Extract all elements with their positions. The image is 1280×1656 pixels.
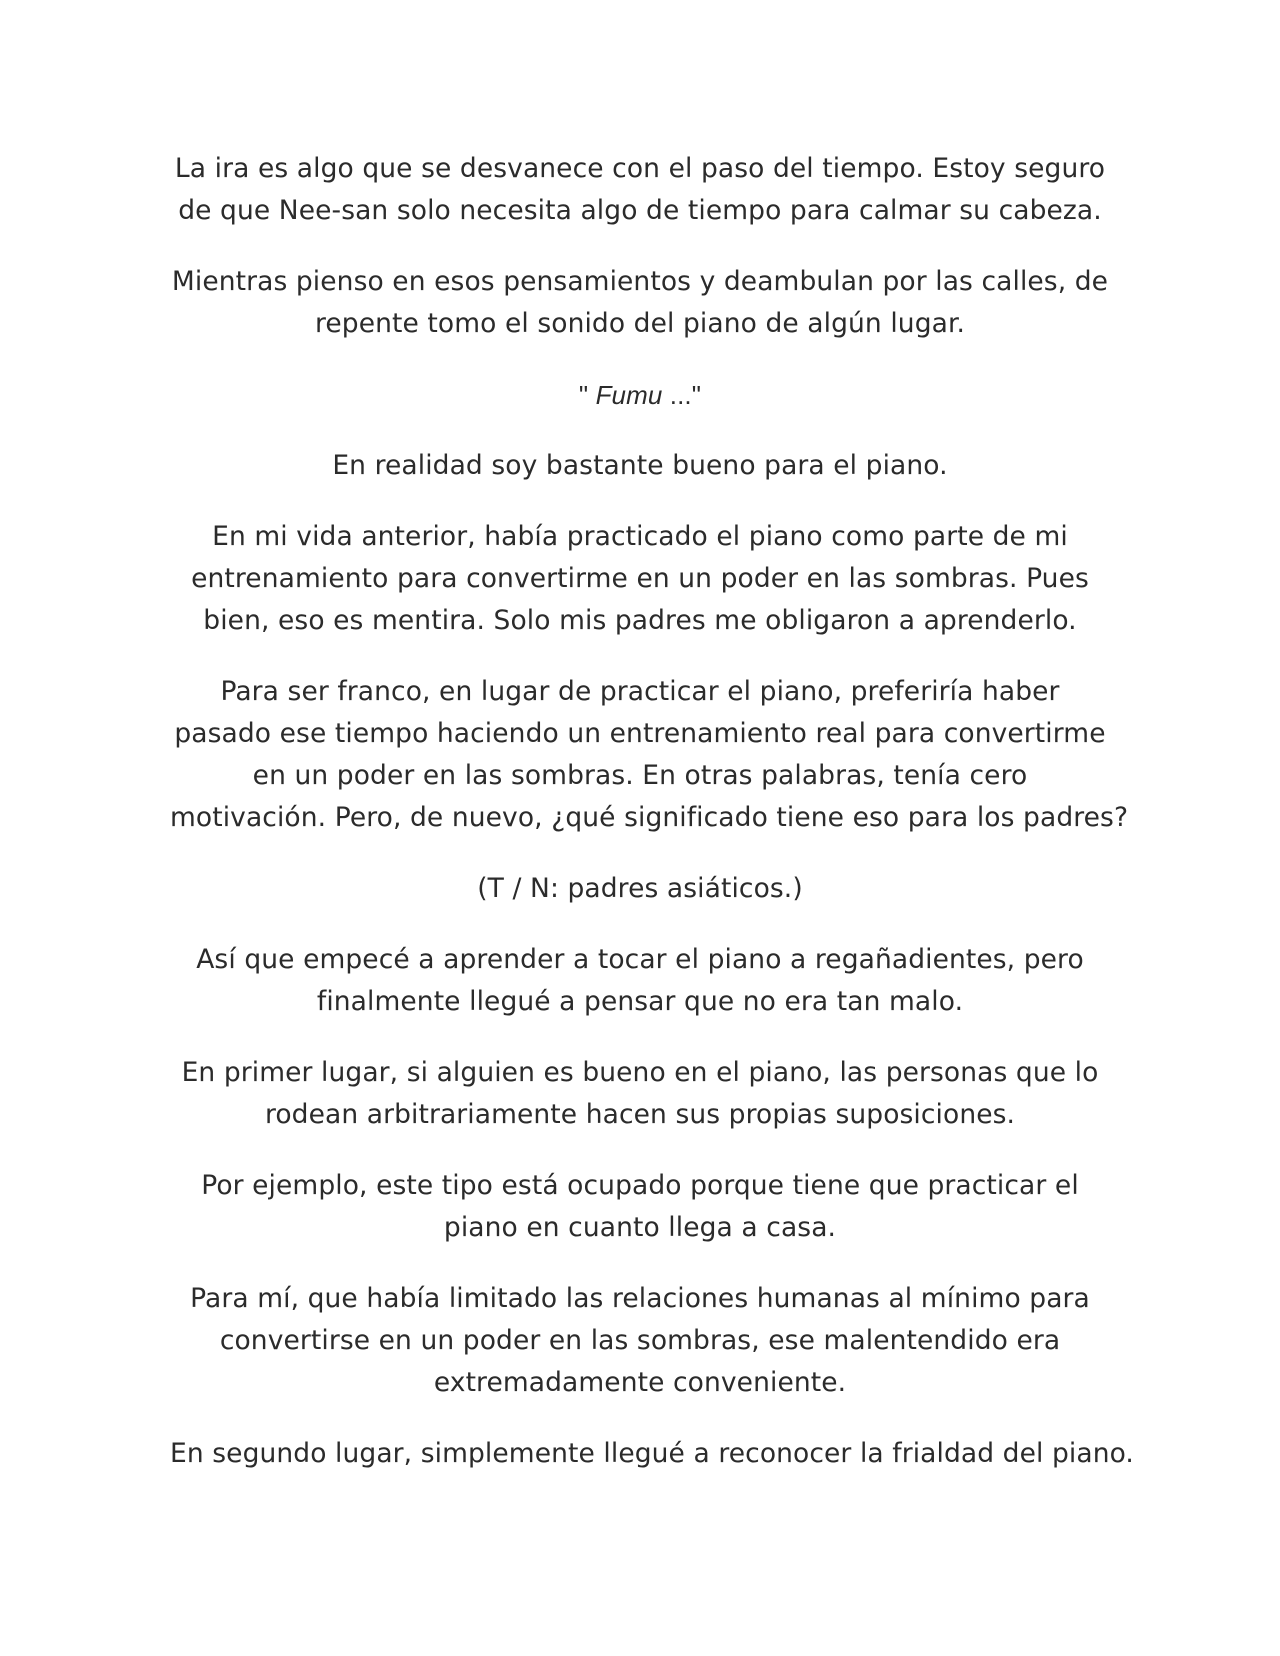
text-line: En primer lugar, si alguien es bueno en el piano, las personas que lo [181, 1057, 1099, 1088]
paragraph-5 [170, 671, 1129, 839]
dialogue-quote [170, 374, 1110, 416]
text-line: En mi vida anterior, había practicado el piano como parte de mi [212, 521, 1068, 552]
text-line: piano en cuanto llega a casa. [443, 1212, 837, 1243]
text-line: En segundo lugar, simplemente llegué a reconocer la frialdad del piano. [170, 1438, 1134, 1469]
text-line: de que Nee-san solo necesita algo de tiempo para calmar su cabeza. [178, 195, 1102, 226]
translator-note [170, 868, 1110, 910]
text-line: convertirse en un poder en las sombras, ese malentendido era [219, 1325, 1061, 1356]
quote-close: ..." [662, 380, 702, 410]
text-line: repente tomo el sonido del piano de algún lugar. [314, 308, 966, 339]
text-line: Para mí, que había limitado las relaciones humanas al mínimo para [190, 1283, 1090, 1314]
paragraph-4 [170, 516, 1110, 642]
quote-open: " [578, 380, 596, 410]
paragraph-2 [170, 261, 1110, 345]
paragraph-8 [170, 1165, 1110, 1249]
text-line: extremadamente conveniente. [433, 1367, 847, 1398]
text-line: rodean arbitrariamente hacen sus propias suposiciones. [264, 1099, 1016, 1130]
text-line: Así que empecé a aprender a tocar el piano a regañadientes, pero [196, 944, 1084, 975]
text-line: En realidad soy bastante bueno para el piano. [332, 450, 948, 481]
paragraph-6 [170, 939, 1110, 1023]
text-line: bien, eso es mentira. Solo mis padres me obligaron a aprenderlo. [203, 605, 1077, 636]
paragraph-3 [170, 445, 1110, 487]
paragraph-7 [170, 1052, 1110, 1136]
text-line: Por ejemplo, este tipo está ocupado porque tiene que practicar el [201, 1170, 1079, 1201]
text-line: pasado ese tiempo haciendo un entrenamiento real para convertirme [174, 718, 1106, 749]
text-line: Mientras pienso en esos pensamientos y deambulan por las calles, de [171, 266, 1109, 297]
text-line: La ira es algo que se desvanece con el paso del tiempo. Estoy seguro [174, 153, 1106, 184]
text-line: finalmente llegué a pensar que no era tan malo. [316, 986, 964, 1017]
text-line: entrenamiento para convertirme en un poder en las sombras. Pues [191, 563, 1089, 594]
text-line: Para ser franco, en lugar de practicar el piano, preferiría haber [220, 676, 1060, 707]
document-page [170, 148, 1134, 1504]
text-line: motivación. Pero, de nuevo, ¿qué significado tiene eso para los padres? [170, 802, 1129, 833]
text-line: (T / N: padres asiáticos.) [477, 873, 803, 904]
quote-italic-word: Fumu [595, 380, 663, 410]
paragraph-1 [170, 148, 1110, 232]
paragraph-10 [170, 1433, 1134, 1475]
text-line: en un poder en las sombras. En otras palabras, tenía cero [252, 760, 1028, 791]
paragraph-9 [170, 1278, 1110, 1404]
